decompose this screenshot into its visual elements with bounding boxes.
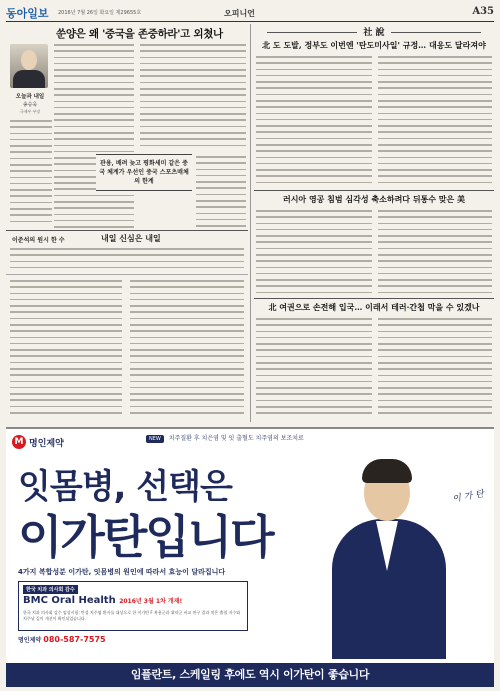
page-number: A35 — [472, 6, 494, 17]
masthead — [6, 2, 494, 22]
opinion-column — [6, 24, 248, 424]
ad-description: 4가지 복합성분 이가탄, 잇몸병의 원인에 따라서 효능이 달라집니다 — [18, 568, 226, 576]
editorial-headline-1: 北 도 도발, 정부도 이번엔 '탄도미사일' 규정… 대응도 달라져야 — [262, 40, 486, 50]
advertisement[interactable] — [6, 427, 494, 687]
journal-name: BMC Oral Health — [23, 595, 116, 606]
sub-divider — [6, 274, 248, 275]
study-journal — [23, 595, 182, 606]
new-badge: NEW — [146, 435, 164, 443]
editorial-headline-2: 러시아 영공 침범 심각성 축소하려다 뒤통수 맞은 美 — [282, 194, 466, 204]
ad-signature: 이 가 탄 — [451, 489, 485, 505]
editorial-2-text-2 — [378, 210, 492, 296]
issue-date: 2016년 7월 26일 화요일 제29655호 — [58, 10, 142, 16]
editorial-divider-2 — [254, 298, 494, 299]
editorial-divider-1 — [254, 190, 494, 191]
editorial-column — [254, 24, 494, 424]
editorial-1-text-2 — [378, 56, 492, 188]
author-photo — [10, 44, 48, 88]
ad-phone-line — [18, 635, 106, 644]
column-divider — [250, 24, 251, 422]
sub-column-title: 내일 신심은 내일 — [101, 233, 161, 243]
sub-column-intro — [10, 248, 244, 272]
pull-quote: 관용, 배려 늦고 평화세미 같은 중국 체계가 우선인 중국 스포츠매체의 한계 — [96, 154, 192, 191]
ad-title-line-2: 이가탄입니다 — [18, 510, 273, 564]
phone-number: 080-587-7575 — [43, 635, 106, 644]
journal-badge: 2016년 3월 1차 개재! — [119, 598, 183, 605]
study-box-title: 한국 치과 의사회 감수 — [23, 585, 78, 594]
editorial-label: 社 說 — [254, 25, 494, 38]
ad-model-photo — [324, 447, 454, 659]
column-name: 오늘과 내일 — [15, 94, 45, 100]
ad-title-line-1: 잇몸병, 선택은 — [18, 467, 232, 507]
editorial-3-text-1 — [256, 318, 372, 422]
ad-tagline-text: 치주질환 후 치은염 및 잇 출혈도 치주염의 보조치료 — [168, 435, 304, 442]
editorial-2-text-1 — [256, 210, 372, 296]
column-headline: 쑨양은 왜 '중국을 존중하라'고 외쳤나 — [56, 28, 223, 40]
editorial-1-text-1 — [256, 56, 372, 188]
body-text-column-2 — [140, 44, 246, 150]
brand-mark-icon: M — [12, 435, 26, 449]
study-info: 한국 치과 의사회 감수 임상시험: 만성 치주염 환자를 대상으로 한 이가탄 F 복용군과 위약군 비교 연구 결과 치은 출혈 지수와 치주낭 깊이 개선이 확인되었습니다. — [23, 610, 241, 621]
ad-study-box — [18, 581, 248, 631]
ad-tagline — [146, 433, 304, 442]
phone-label: 명인제약 — [18, 637, 42, 644]
sub-column-text-2 — [130, 280, 244, 420]
author-box — [8, 92, 52, 115]
ad-footer-banner: 임플란트, 스케일링 후에도 역시 이가탄이 좋습니다 — [6, 663, 494, 687]
ad-brand-name: 명인제약 — [29, 438, 64, 449]
editorial-3-text-2 — [378, 318, 492, 422]
sub-column-text-1 — [10, 280, 122, 420]
editorial-headline-3: 北 여권으로 손전해 입국… 이래서 테러·간첩 막을 수 있겠나 — [268, 302, 480, 312]
newspaper-logo: 동아일보 — [6, 7, 49, 20]
author-role: 국제부 부장 — [19, 109, 41, 114]
body-text-column-3 — [196, 156, 246, 232]
sub-column-name: 이준석의 원시 한 수 — [12, 237, 65, 244]
ad-brand-logo — [12, 435, 64, 449]
body-text-column-1 — [54, 44, 134, 230]
author-name: 송승욱 — [22, 102, 38, 108]
section-title: 오피니언 — [224, 9, 255, 18]
section-divider — [6, 230, 248, 231]
body-text-column-0 — [10, 120, 52, 230]
